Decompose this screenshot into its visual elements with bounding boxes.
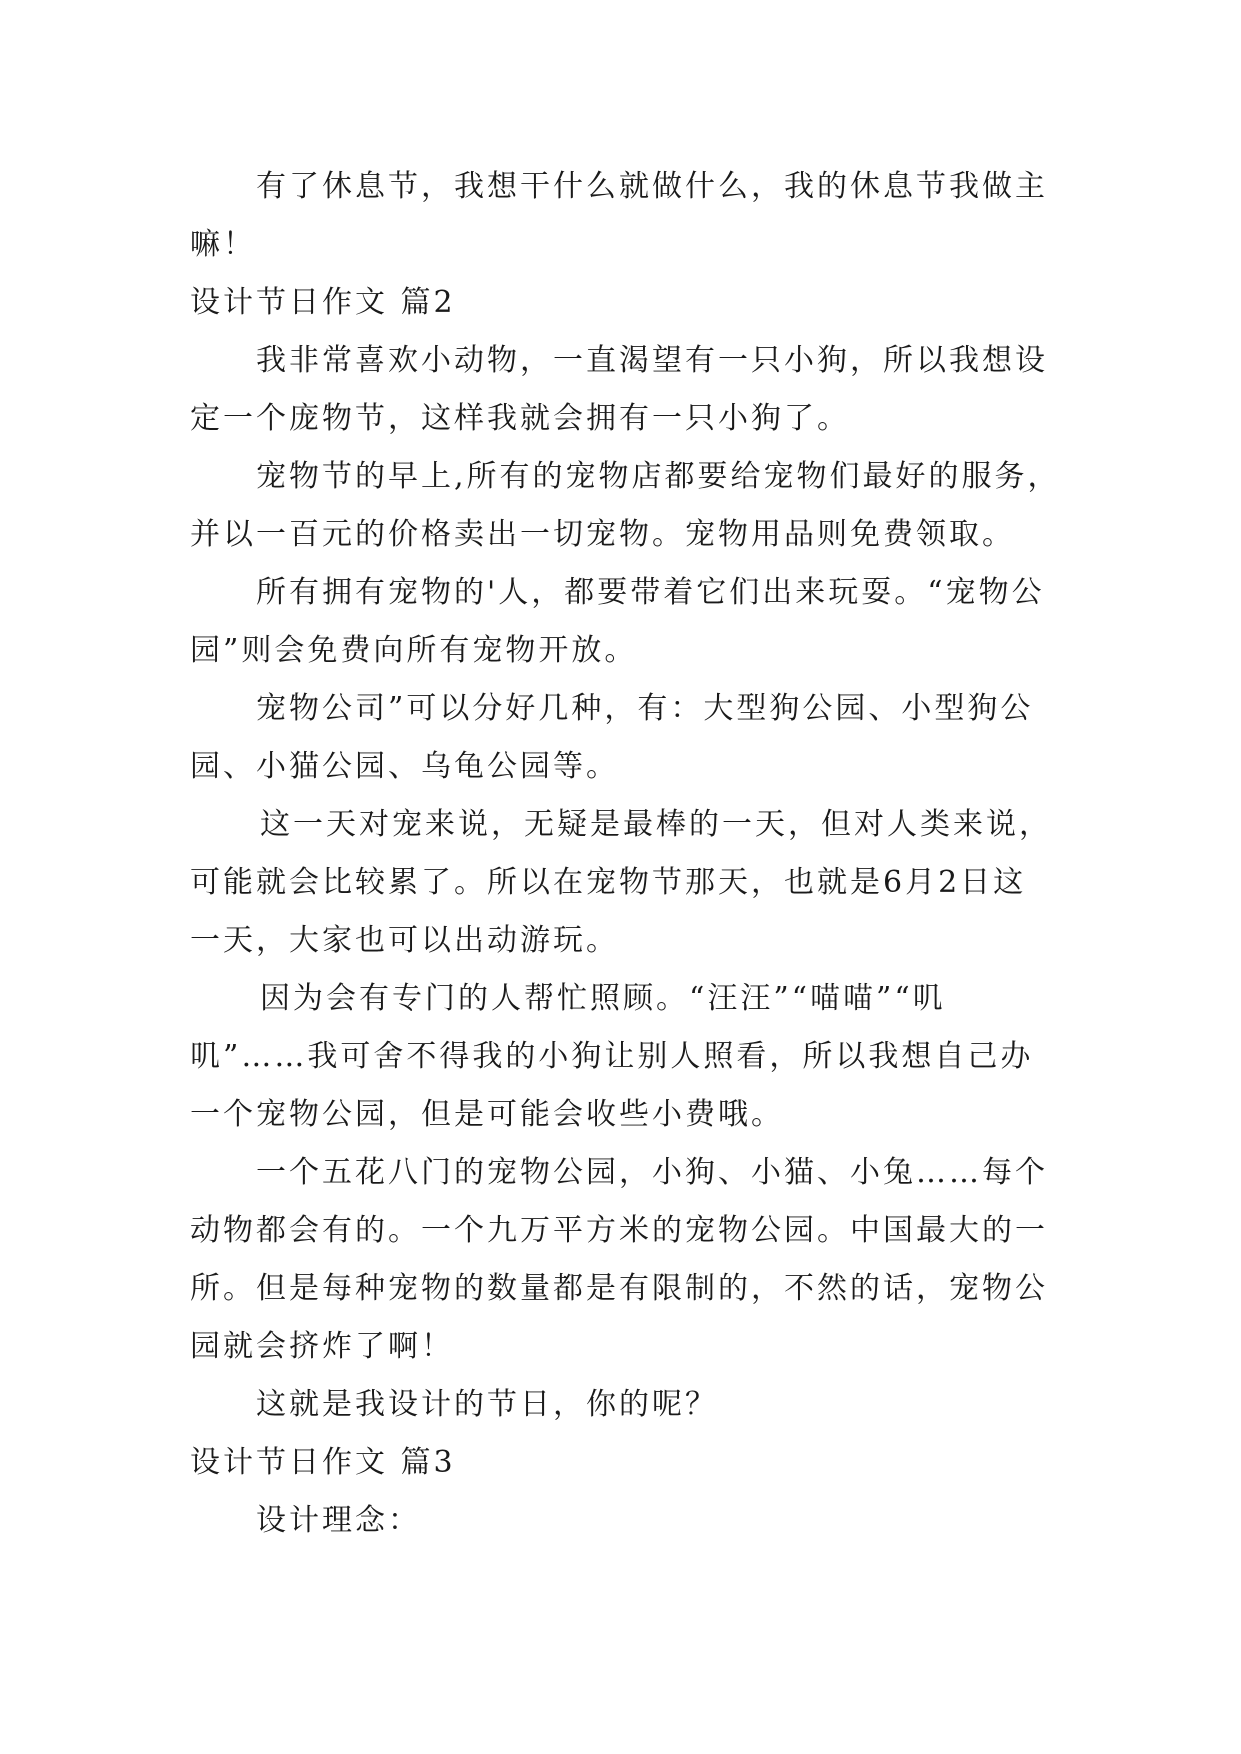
paragraph-line: 这就是我设计的节日，你的呢？ — [256, 1387, 718, 1422]
paragraph-line: 一个宠物公园，但是可能会收些小费哦。 — [190, 1097, 784, 1132]
paragraph-line: 我非常喜欢小动物，一直渴望有一只小狗，所以我想设 — [256, 343, 1048, 378]
paragraph-line: 设计理念： — [256, 1503, 421, 1538]
section-heading: 设计节日作文 篇2 — [190, 285, 456, 320]
paragraph-line: 定一个庞物节，这样我就会拥有一只小狗了。 — [190, 401, 850, 436]
document-body — [190, 158, 1070, 1550]
paragraph-line: 所。但是每种宠物的数量都是有限制的，不然的话，宠物公 — [190, 1271, 1048, 1306]
paragraph-line: 并以一百元的价格卖出一切宠物。宠物用品则免费领取。 — [190, 517, 1015, 552]
paragraph-line: 园、小猫公园、乌龟公园等。 — [190, 749, 619, 784]
paragraph-line: 一天，大家也可以出动游玩。 — [190, 923, 619, 958]
paragraph-line: 园”则会免费向所有宠物开放。 — [190, 633, 638, 668]
paragraph-line: 这一天对宠来说，无疑是最棒的一天，但对人类来说， — [260, 807, 1052, 842]
paragraph-line: 园就会挤炸了啊！ — [190, 1329, 454, 1364]
paragraph-line: 动物都会有的。一个九万平方米的宠物公园。中国最大的一 — [190, 1213, 1048, 1248]
paragraph-line: 宠物节的早上,所有的宠物店都要给宠物们最好的服务， — [256, 459, 1061, 494]
paragraph-line: 一个五花八门的宠物公园，小狗、小猫、小兔……每个 — [256, 1155, 1048, 1190]
paragraph-line: 所有拥有宠物的'人，都要带着它们出来玩耍。“宠物公 — [256, 575, 1045, 610]
paragraph-line: 可能就会比较累了。所以在宠物节那天，也就是6月2日这 — [190, 865, 1027, 900]
section-heading: 设计节日作文 篇3 — [190, 1445, 456, 1480]
paragraph-line: 因为会有专门的人帮忙照顾。“汪汪”“喵喵”“叽 — [260, 981, 946, 1016]
paragraph-line: 嘛！ — [190, 227, 256, 262]
paragraph-line: 宠物公司”可以分好几种，有：大型狗公园、小型狗公 — [256, 691, 1034, 726]
paragraph-line: 叽”……我可舍不得我的小狗让别人照看，所以我想自己办 — [190, 1039, 1034, 1074]
paragraph-line: 有了休息节，我想干什么就做什么，我的休息节我做主 — [256, 169, 1048, 204]
